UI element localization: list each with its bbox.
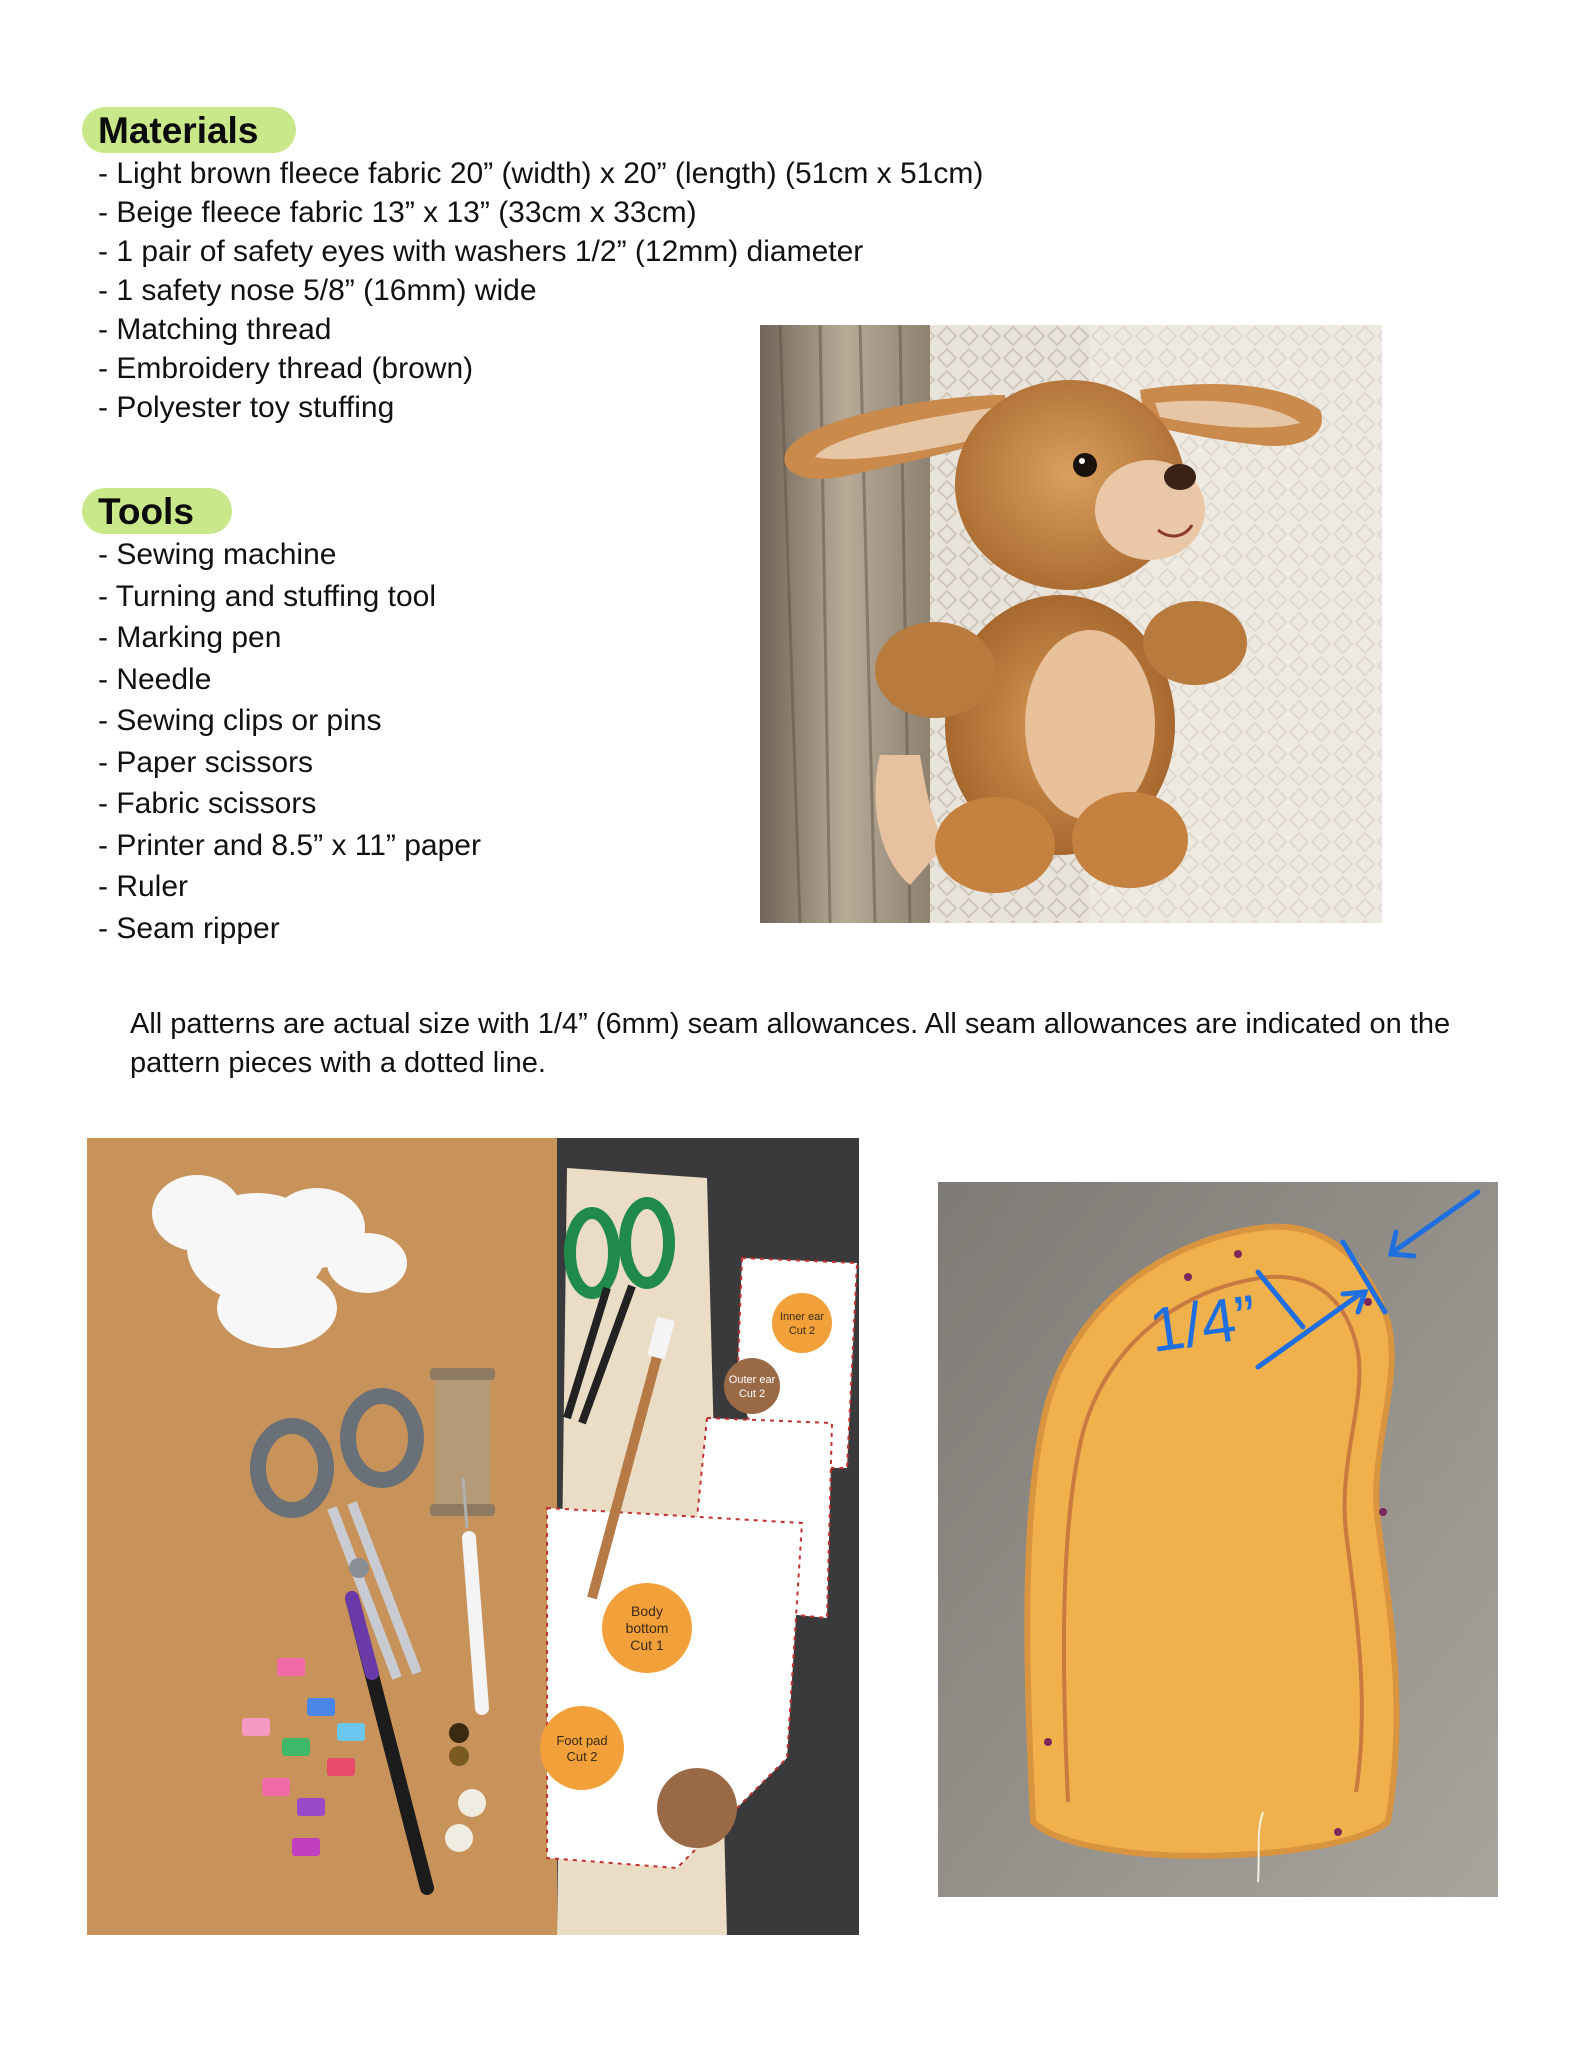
seam-allowance-note: All patterns are actual size with 1/4” (6mm) seam allowances. All seam allowances are indicated on the pattern pieces with a dotted line. <box>130 1008 1451 1079</box>
pattern-label: Cut 2 <box>738 1388 766 1400</box>
list-item: - Fabric scissors <box>98 787 317 820</box>
list-item: - Matching thread <box>98 313 332 346</box>
puppy-plush-photo <box>760 325 1382 923</box>
supplies-photo <box>87 1138 859 1935</box>
pattern-label: Cut 1 <box>630 1637 664 1653</box>
list-item: - Printer and 8.5” x 11” paper <box>98 828 481 862</box>
list-item: - Sewing machine <box>98 538 337 571</box>
list-item: - Paper scissors <box>98 745 314 779</box>
pattern-label: bottom <box>625 1620 669 1636</box>
list-item: - Seam ripper <box>98 911 280 945</box>
tools-list <box>98 534 481 949</box>
list-item: - 1 pair of safety eyes with washers 1/2” (12mm) diameter <box>98 235 864 268</box>
pattern-label: Body <box>631 1603 663 1619</box>
list-item: - 1 safety nose 5/8” (16mm) wide <box>98 274 537 307</box>
list-item: - Light brown fleece fabric 20” (width) x 20” (length) (51cm x 51cm) <box>98 157 984 190</box>
list-item: - Needle <box>98 662 212 696</box>
list-item: - Ruler <box>98 870 189 903</box>
pattern-label: Cut 2 <box>566 1749 598 1764</box>
list-item: - Sewing clips or pins <box>98 704 382 737</box>
pattern-label: Inner ear <box>779 1311 825 1323</box>
tools-heading: Tools <box>82 488 232 534</box>
pattern-label: Cut 2 <box>788 1325 816 1337</box>
list-item: - Polyester toy stuffing <box>98 391 395 424</box>
list-item: - Beige fleece fabric 13” x 13” (33cm x 33cm) <box>98 196 697 229</box>
pattern-label: Outer ear <box>728 1374 776 1386</box>
seam-width-label: 1/4” <box>1145 1282 1261 1366</box>
pattern-label: Foot pad <box>556 1733 608 1748</box>
list-item: - Turning and stuffing tool <box>98 579 436 613</box>
list-item: - Marking pen <box>98 621 282 654</box>
seam-closeup-photo <box>938 1182 1498 1897</box>
materials-heading: Materials <box>82 107 296 153</box>
list-item: - Embroidery thread (brown) <box>98 352 474 385</box>
